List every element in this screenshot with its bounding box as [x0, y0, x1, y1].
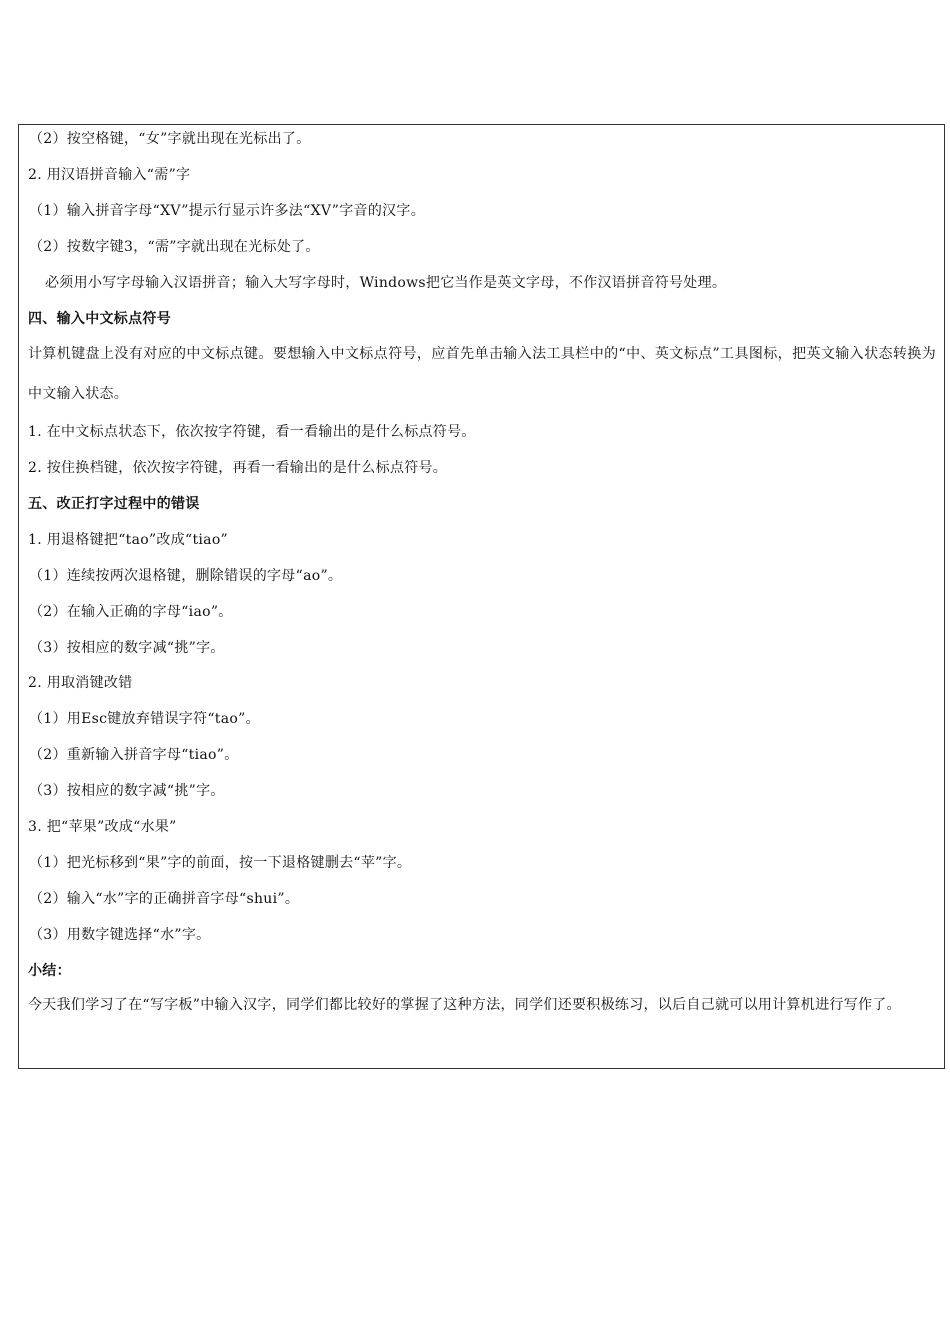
text-line: （3）按相应的数字减“挑”字。 [29, 640, 225, 656]
text-line: （1）把光标移到“果”字的前面，按一下退格键删去“苹”字。 [29, 855, 412, 871]
text-line: 3. 把“苹果”改成“水果” [28, 819, 177, 835]
text-line: （3）用数字键选择“水”字。 [29, 927, 211, 943]
text-line: 1. 用退格键把“tao”改成“tiao” [28, 532, 229, 548]
text-line: （2）在输入正确的字母“iao”。 [29, 604, 233, 620]
text-line: 2. 用汉语拼音输入“需”字 [28, 167, 191, 183]
text-line: 1. 在中文标点状态下，依次按字符键，看一看输出的是什么标点符号。 [28, 424, 476, 440]
text-line: （3）按相应的数字减“挑”字。 [29, 783, 225, 799]
document-content-box [18, 124, 945, 1069]
text-line: （2）重新输入拼音字母“tiao”。 [29, 747, 239, 763]
text-line: （2）输入“水”字的正确拼音字母“shui”。 [29, 891, 300, 907]
section-heading: 四、输入中文标点符号 [28, 311, 171, 327]
text-line: （2）按数字键3，“需”字就出现在光标处了。 [29, 239, 320, 255]
text-line: （2）按空格键，“女”字就出现在光标出了。 [29, 131, 311, 147]
text-line: （1）输入拼音字母“XV”提示行显示许多法“XV”字音的汉字。 [29, 203, 426, 219]
paragraph: 计算机键盘上没有对应的中文标点键。要想输入中文标点符号，应首先单击输入法工具栏中的“中、英文标点”工具图标，把英文输入状态转换为中文输入状态。 [28, 346, 936, 402]
text-line: 2. 按住换档键，依次按字符键，再看一看输出的是什么标点符号。 [28, 460, 448, 476]
text-line: （1）连续按两次退格键，删除错误的字母“ao”。 [29, 568, 343, 584]
summary-heading: 小结： [28, 963, 71, 979]
summary-paragraph: 今天我们学习了在“写字板”中输入汉字，同学们都比较好的掌握了这种方法，同学们还要积极练习，以后自己就可以用计算机进行写作了。 [28, 997, 901, 1013]
note-line: 必须用小写字母输入汉语拼音；输入大写字母时，Windows把它当作是英文字母，不作汉语拼音符号处理。 [45, 275, 727, 291]
text-line: 2. 用取消键改错 [28, 675, 133, 691]
text-line: （1）用Esc键放弃错误字符“tao”。 [29, 711, 260, 727]
section-heading: 五、改正打字过程中的错误 [28, 496, 200, 512]
